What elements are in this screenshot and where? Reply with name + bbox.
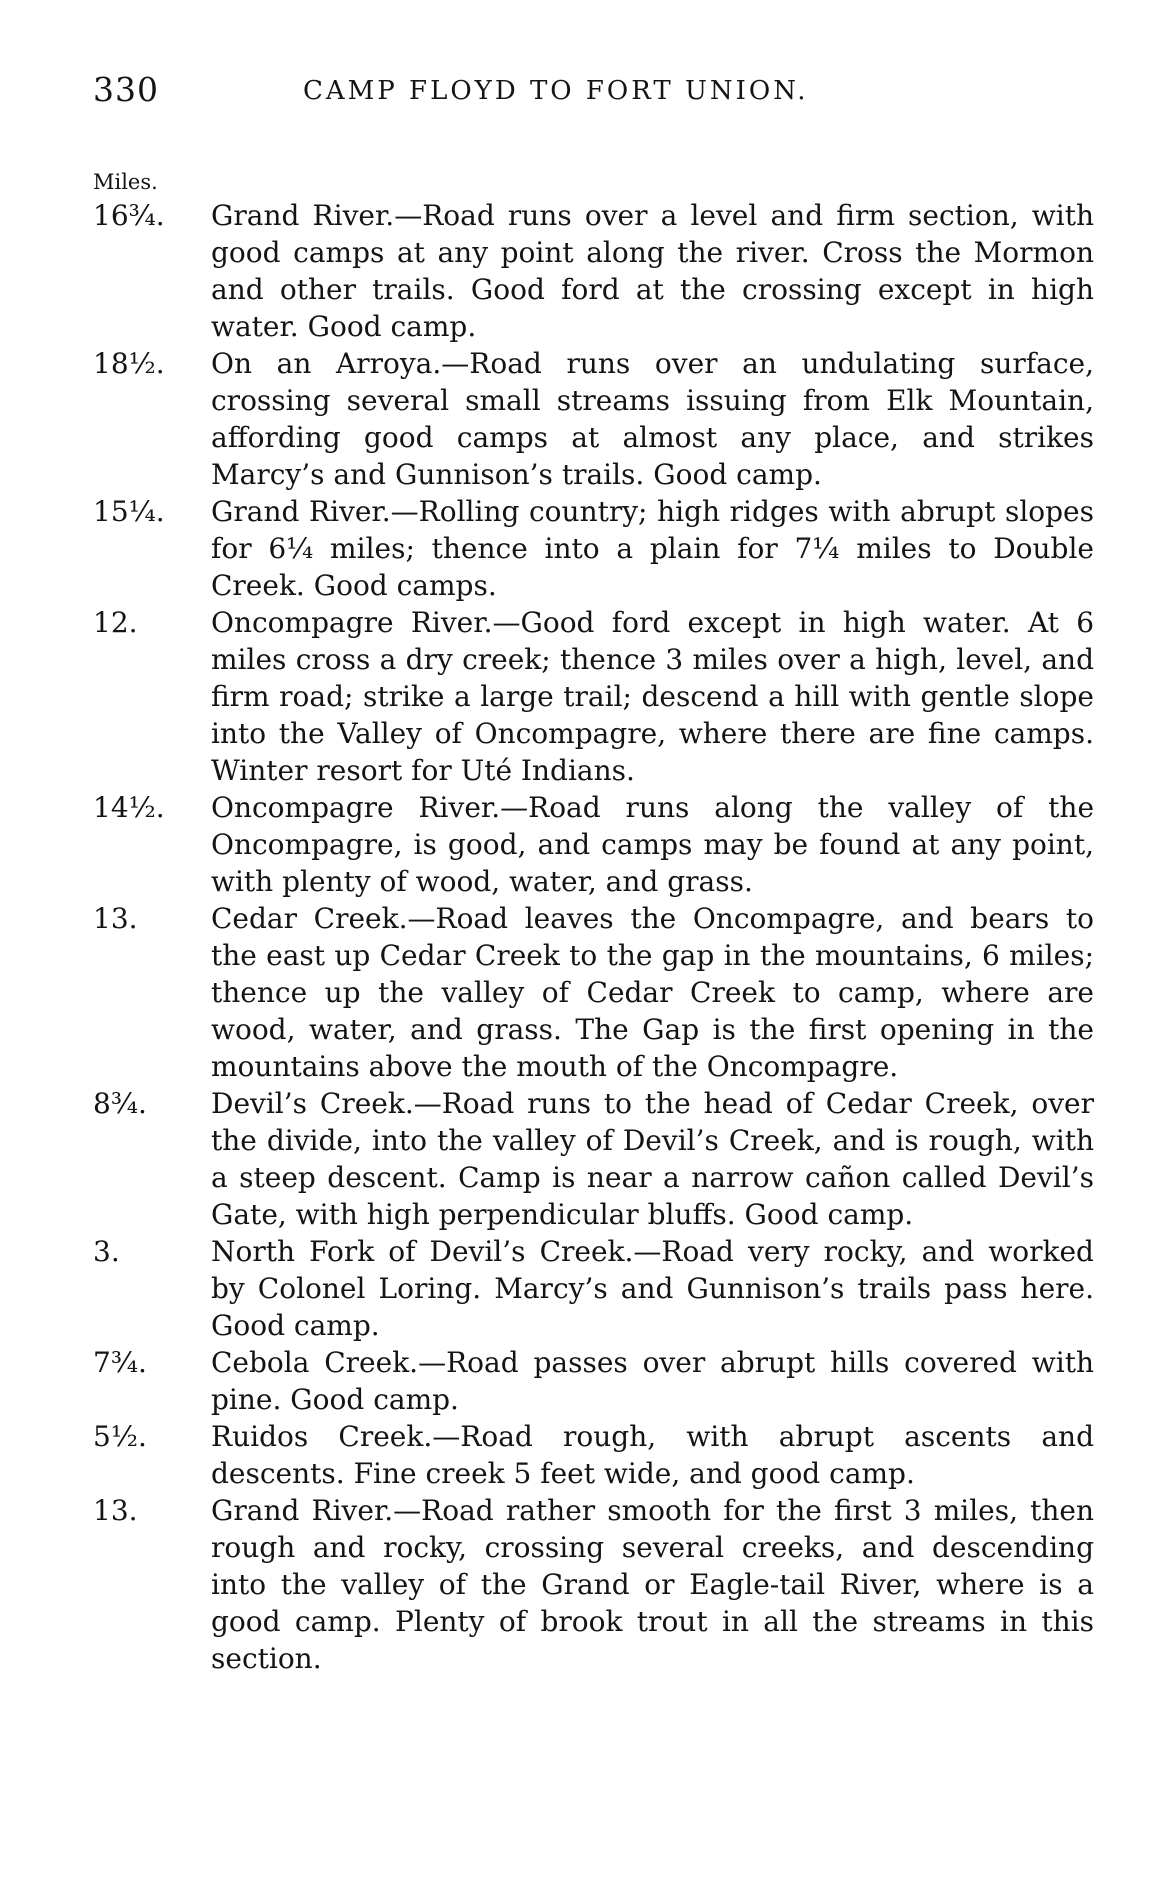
entry-distance: 3. xyxy=(93,1235,120,1268)
entry-distance: 16¾. xyxy=(93,199,165,232)
itinerary-entry xyxy=(93,1344,1094,1418)
entry-distance: 13. xyxy=(93,902,138,935)
itinerary-entry xyxy=(93,1418,1094,1492)
itinerary-entry xyxy=(93,789,1094,900)
entry-description: —Road runs to the head of Cedar Creek, over the divide, into the valley of Devil’s Creek, and is rough, with a steep descent. Camp is near a narrow cañon called Devil’s Gate, with high perpendicular bluffs. Good camp. xyxy=(211,1087,1094,1231)
entry-distance: 7¾. xyxy=(93,1346,147,1379)
entry-place: Oncompagre River. xyxy=(211,791,501,824)
entry-place: Grand River. xyxy=(211,1494,394,1527)
entry-distance: 5½. xyxy=(93,1420,147,1453)
itinerary-entry xyxy=(93,900,1094,1085)
entry-place: Ruidos Creek. xyxy=(211,1420,433,1453)
page-header xyxy=(93,70,1093,130)
entry-description: —Good ford except in high water. At 6 miles cross a dry creek; thence 3 miles over a high, level, and firm road; strike a large trail; descend a hill with gentle slope into the Valley of Oncompagre, where there are fine camps. Winter resort for Uté Indians. xyxy=(211,606,1095,787)
entry-distance: 8¾. xyxy=(93,1087,147,1120)
entry-distance: 18½. xyxy=(93,347,165,380)
entry-place: Cedar Creek. xyxy=(211,902,408,935)
entry-description: —Road rather smooth for the first 3 miles, then rough and rocky, crossing several creeks, and descending into the valley of the Grand or Eagle-tail River, where is a good camp. Plenty of brook trout in all the streams in this section. xyxy=(211,1494,1094,1675)
entry-description: —Road very rocky, and worked by Colonel Loring. Marcy’s and Gunnison’s trails pass here. Good camp. xyxy=(211,1235,1094,1342)
entry-place: Oncompagre River. xyxy=(211,606,493,639)
entry-distance: 12. xyxy=(93,606,138,639)
entry-place: On an Arroya. xyxy=(211,347,442,380)
entry-description: —Road runs over an undulating surface, crossing several small streams issuing from Elk Mountain, affording good camps at almost any place, and strikes Marcy’s and Gunnison’s trails. Good camp. xyxy=(211,347,1094,491)
itinerary-entry xyxy=(93,1492,1094,1677)
entry-description: —Road runs over a level and firm section, with good camps at any point along the river. Cross the Mormon and other trails. Good ford at the crossing except in high water. Good camp. xyxy=(211,199,1094,343)
entry-distance: 15¼. xyxy=(93,495,165,528)
page-number: 330 xyxy=(93,70,159,109)
itinerary-entry xyxy=(93,493,1094,604)
entry-description: —Road leaves the Oncompagre, and bears to the east up Cedar Creek to the gap in the mountains, 6 miles; thence up the valley of Cedar Creek to camp, where are wood, water, and grass. The Gap is the first opening in the mountains above the mouth of the Oncompagre. xyxy=(211,902,1095,1083)
entry-description: —Road rough, with abrupt ascents and descents. Fine creek 5 feet wide, and good camp. xyxy=(211,1420,1095,1490)
itinerary-entry xyxy=(93,197,1094,345)
itinerary-entry xyxy=(93,604,1094,789)
entry-distance: 13. xyxy=(93,1494,138,1527)
entry-description: —Road runs along the valley of the Oncompagre, is good, and camps may be found at any point, with plenty of wood, water, and grass. xyxy=(211,791,1095,898)
entry-description: —Road passes over abrupt hills covered with pine. Good camp. xyxy=(211,1346,1094,1416)
itinerary-entry xyxy=(93,345,1094,493)
running-title: CAMP FLOYD TO FORT UNION. xyxy=(303,76,809,106)
entry-place: Cebola Creek. xyxy=(211,1346,419,1379)
entry-description: —Rolling country; high ridges with abrupt slopes for 6¼ miles; thence into a plain for 7¼ miles to Double Creek. Good camps. xyxy=(211,495,1094,602)
entry-place: Grand River. xyxy=(211,495,391,528)
entry-distance: 14½. xyxy=(93,791,165,824)
entry-place: Devil’s Creek. xyxy=(211,1087,414,1120)
entry-place: Grand River. xyxy=(211,199,395,232)
itinerary-entry xyxy=(93,1233,1094,1344)
itinerary-list xyxy=(93,197,1094,1677)
miles-column-label: Miles. xyxy=(93,170,158,194)
itinerary-entry xyxy=(93,1085,1094,1233)
entry-place: North Fork of Devil’s Creek. xyxy=(211,1235,634,1268)
